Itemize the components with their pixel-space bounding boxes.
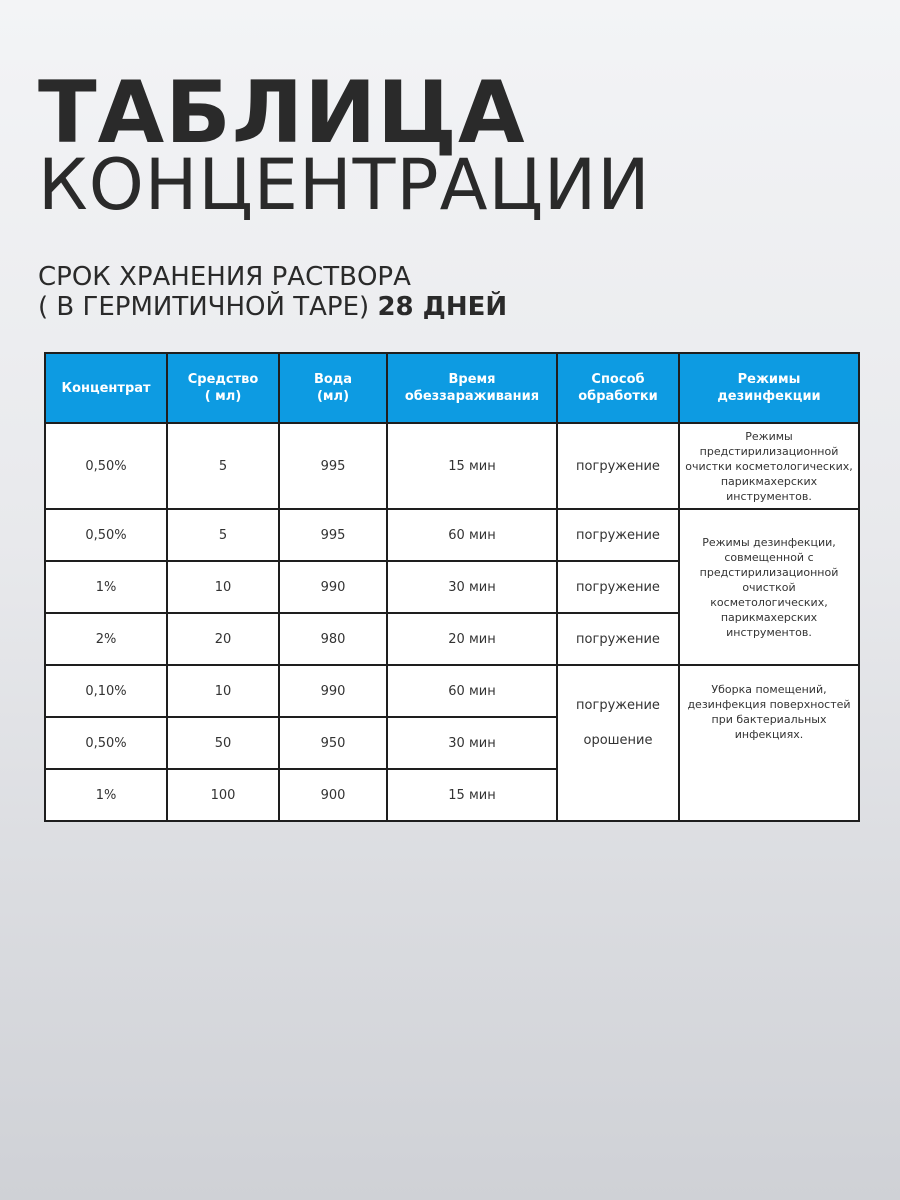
cell-method: погружение: [557, 561, 679, 613]
cell-water: 980: [279, 613, 387, 665]
cell-agent: 10: [167, 665, 279, 717]
cell-water: 900: [279, 769, 387, 821]
header-agent-line2: ( мл): [204, 389, 242, 404]
cell-time: 60 мин: [387, 509, 557, 561]
method-spraying: орошение: [583, 733, 653, 748]
header-modes-line2: дезинфекции: [717, 389, 821, 404]
cell-time: 15 мин: [387, 423, 557, 509]
method-immersion: погружение: [576, 698, 660, 713]
storage-days: 28 ДНЕЙ: [377, 292, 508, 322]
cell-time: 60 мин: [387, 665, 557, 717]
cell-water: 950: [279, 717, 387, 769]
header-method: [557, 353, 679, 423]
cell-concentrate: 0,50%: [45, 509, 167, 561]
storage-note-line1: СРОК ХРАНЕНИЯ РАСТВОРА: [38, 262, 411, 292]
storage-note: [38, 262, 507, 322]
header-concentrate: Концентрат: [45, 353, 167, 423]
cell-concentrate: 0,50%: [45, 717, 167, 769]
cell-modes-group3-text: Уборка помещений, дезинфекция поверхностей при бактериальных инфекциях.: [687, 683, 851, 741]
cell-agent: 10: [167, 561, 279, 613]
cell-agent: 100: [167, 769, 279, 821]
cell-time: 30 мин: [387, 561, 557, 613]
cell-concentrate: 1%: [45, 769, 167, 821]
concentration-table: [44, 352, 860, 822]
cell-method-group3: [557, 665, 679, 821]
cell-method: погружение: [557, 509, 679, 561]
cell-time: 30 мин: [387, 717, 557, 769]
header-time-line1: Время: [448, 372, 496, 387]
page-title: ТАБЛИЦА: [38, 63, 526, 163]
cell-concentrate: 1%: [45, 561, 167, 613]
cell-concentrate: 2%: [45, 613, 167, 665]
header-method-line2: обработки: [578, 389, 658, 404]
cell-modes-group2: Режимы дезинфекции, совмещенной с предстирилизационной очисткой косметологических, парикмахерских инструментов.: [679, 509, 859, 665]
header-agent: [167, 353, 279, 423]
header-water-line1: Вода: [313, 372, 353, 387]
table-row: [45, 665, 859, 717]
header-modes: [679, 353, 859, 423]
table-row: [45, 509, 859, 561]
cell-agent: 5: [167, 423, 279, 509]
header-water: [279, 353, 387, 423]
cell-concentrate: 0,10%: [45, 665, 167, 717]
cell-time: 15 мин: [387, 769, 557, 821]
cell-agent: 5: [167, 509, 279, 561]
cell-agent: 20: [167, 613, 279, 665]
header-water-line2: (мл): [316, 389, 350, 404]
header-method-line1: Способ: [591, 372, 645, 387]
cell-water: 990: [279, 561, 387, 613]
table-header-row: [45, 353, 859, 423]
header-modes-line1: Режимы: [737, 372, 801, 387]
storage-note-line2: ( В ГЕРМИТИЧНОЙ ТАРЕ): [38, 292, 370, 322]
cell-agent: 50: [167, 717, 279, 769]
table-row: [45, 423, 859, 509]
cell-modes-group1: Режимы предстирилизационной очистки косметологических, парикмахерских инструментов.: [679, 423, 859, 509]
header-time-line2: обеззараживания: [404, 389, 540, 404]
header-time: [387, 353, 557, 423]
header-agent-line1: Средство: [187, 372, 259, 387]
cell-water: 995: [279, 423, 387, 509]
cell-water: 990: [279, 665, 387, 717]
cell-concentrate: 0,50%: [45, 423, 167, 509]
cell-water: 995: [279, 509, 387, 561]
cell-modes-group3: [679, 665, 859, 821]
cell-time: 20 мин: [387, 613, 557, 665]
cell-method: погружение: [557, 613, 679, 665]
page-title-second-line: КОНЦЕНТРАЦИИ: [38, 144, 651, 226]
cell-method: погружение: [557, 423, 679, 509]
